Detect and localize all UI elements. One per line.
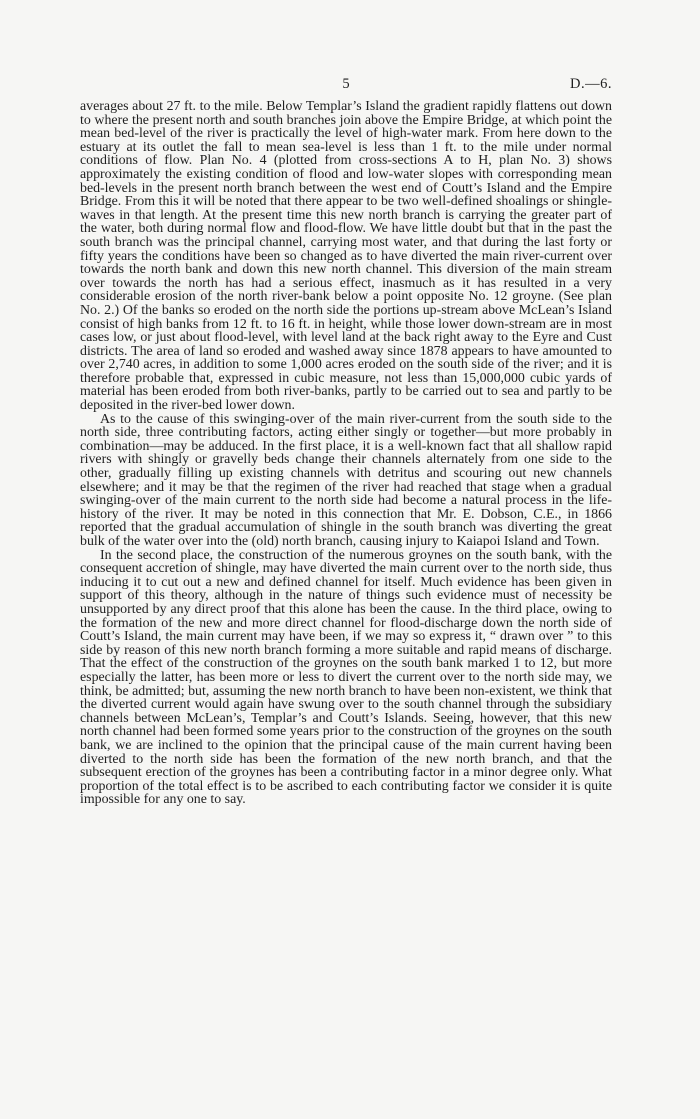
page-header [80, 76, 612, 96]
document-reference: D.—6. [570, 76, 612, 92]
page-number: 5 [342, 76, 350, 92]
paragraph-cause: As to the cause of this swinging-over of the main river-current from the south side to the north side, three contributing factors, acting either singly or together—but more probably in combination—may be adduced. In the first place, it is a well-known fact that all shallow rapid rivers with shingly or gravelly beds change their channels alternately from one side to the other, gradually filling up existing channels with detritus and scouring out new channels elsewhere; and it may be that the regimen of the river had reached that stage when a gradual swinging-over of the main current to the north side had become a natural process in the life-history of the river. It may be noted in this connection that Mr. E. Dobson, C.E., in 1866 reported that the gradual accumulation of shingle in the south branch was diverting the great bulk of the water over into the (old) north branch, causing injury to Kaiapoi Island and Town. [80, 411, 612, 549]
body-text [80, 100, 612, 807]
paragraph-groynes: In the second place, the construction of the numerous groynes on the south bank, with the consequent accretion of shingle, may have diverted the main current over to the north side, thus inducing it to cut out a new and defined channel for itself. Much evidence has been given in support of this theory, although in the nature of things such evidence must of necessity be unsupported by any direct proof that this alone has been the cause. In the third place, owing to the formation of the new and more direct channel for flood-discharge down the north side of Coutt’s Island, the main current may have been, if we may so express it, “ drawn over ” to this side by reason of this new north branch forming a more suitable and rapid means of discharge. That the effect of the construction of the groynes on the south bank marked 1 to 12, but more especially the latter, has been more or less to divert the current over to the north side may, we think, be admitted; but, assuming the new north branch to have been non-existent, we think that the diverted current would again have swung over to the south channel through the subsidiary channels between McLean’s, Templar’s and Coutt’s Islands. Seeing, however, that this new north channel had been formed some years prior to the construction of the groynes on the south bank, we are inclined to the opinion that the principal cause of the main current having been diverted to the north side has been the formation of the new north branch, and that the subsequent erection of the groynes has been a contributing factor in a minor degree only. What proportion of the total effect is to be ascribed to each contributing factor we consider it is quite impossible for any one to say. [80, 547, 612, 808]
paragraph-gradient: averages about 27 ft. to the mile. Below Templar’s Island the gradient rapidly flattens out down to where the present north and south branches join above the Empire Bridge, at which point the mean bed-level of the river is practically the level of high-water mark. From here down to the estuary at its outlet the fall to mean sea-level is less than 1 ft. to the mile under normal conditions of flow. Plan No. 4 (plotted from cross-sections A to H, plan No. 3) shows approximately the existing condition of flood and low-water slopes with corresponding mean bed-levels in the present north branch between the west end of Coutt’s Island and the Empire Bridge. From this it will be noted that there appear to be two well-defined shoalings or shingle-waves in that length. At the present time this new north branch is carrying the greater part of the water, both during normal flow and flood-flow. We have little doubt but that in the past the south branch was the principal channel, carrying most water, and that during the last forty or fifty years the conditions have been so changed as to have diverted the main river-current over towards the north bank and down this new north channel. This diversion of the main stream over towards the north has had a serious effect, inasmuch as it has resulted in a very considerable erosion of the north river-bank below a point opposite No. 12 groyne. (See plan No. 2.) Of the banks so eroded on the north side the portions up-stream above McLean’s Island consist of high banks from 12 ft. to 16 ft. in height, while those lower down-stream are in most cases low, or just about flood-level, with level land at the back right away to the Eyre and Cust districts. The area of land so eroded and washed away since 1878 appears to have amounted to over 2,740 acres, in addition to some 1,000 acres eroded on the south side of the river; and it is therefore probable that, expressed in cubic measure, not less than 15,000,000 cubic yards of material has been eroded from both river-banks, partly to be carried out to sea and partly to be deposited in the river-bed lower down. [80, 99, 612, 414]
